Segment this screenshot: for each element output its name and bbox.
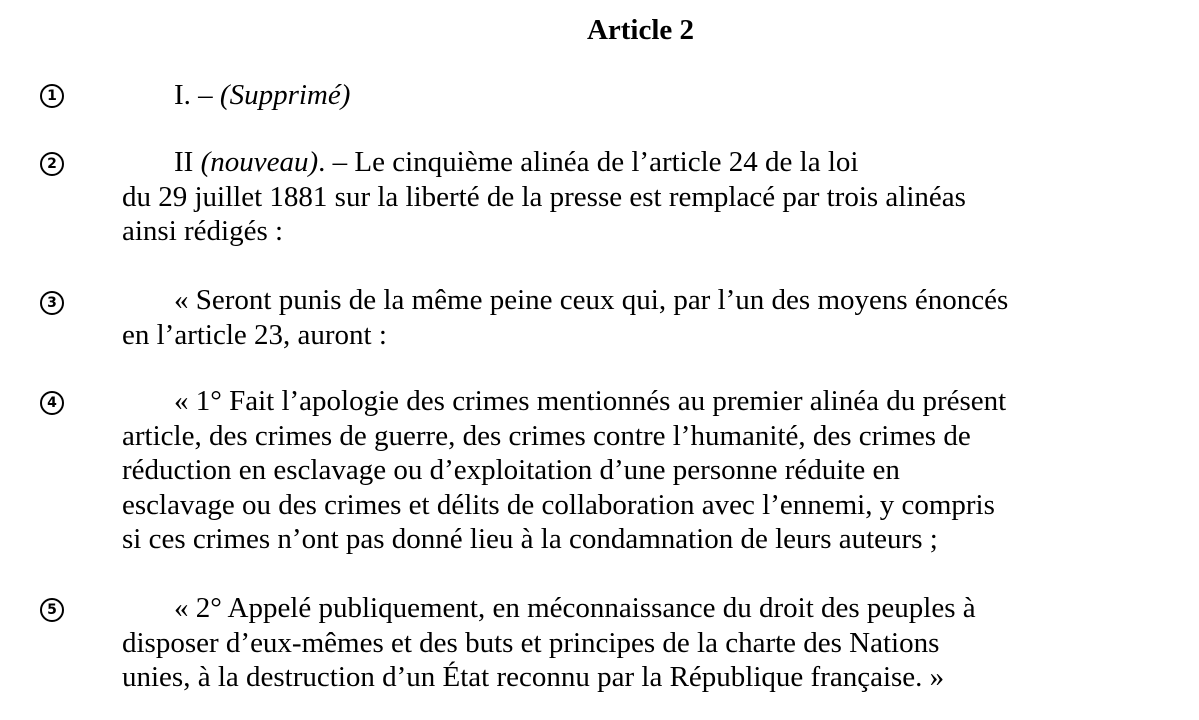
paragraph-1: [122, 78, 1162, 113]
paragraph-number-3: 3: [40, 291, 64, 315]
paragraph-number-4: 4: [40, 391, 64, 415]
paragraph-4: [122, 384, 1162, 557]
paragraph-4-line-4: esclavage ou des crimes et délits de collaboration avec l’ennemi, y compris: [122, 488, 995, 521]
paragraph-5-line-1: « 2° Appelé publiquement, en méconnaissance du droit des peuples à: [174, 592, 976, 624]
paragraph-4-line-3: réduction en esclavage ou d’exploitation d’une personne réduite en: [122, 454, 900, 486]
paragraph-3-line-1: « Seront punis de la même peine ceux qui, par l’un des moyens énoncés: [174, 284, 1009, 316]
new-label: (nouveau): [200, 146, 319, 178]
suppressed-label: (Supprimé): [219, 79, 351, 111]
paragraph-1-line-1: I. – (Supprimé): [174, 79, 351, 111]
article-title: Article 2: [586, 14, 695, 46]
paragraph-3: [122, 283, 1162, 352]
paragraph-2: [122, 145, 1162, 249]
paragraph-2-line-2: du 29 juillet 1881 sur la liberté de la presse est remplacé par trois alinéas: [122, 180, 966, 213]
paragraph-4-line-2: article, des crimes de guerre, des crimes contre l’humanité, des crimes de: [122, 419, 971, 452]
paragraph-2-line-1: II (nouveau). – Le cinquième alinéa de l’article 24 de la loi: [174, 146, 859, 178]
paragraph-5: [122, 591, 1162, 695]
paragraph-number-1: 1: [40, 84, 64, 108]
paragraph-5-line-3: unies, à la destruction d’un État reconnu par la République française. »: [122, 661, 945, 693]
paragraph-number-2: 2: [40, 152, 64, 176]
paragraph-4-line-1: « 1° Fait l’apologie des crimes mentionnés au premier alinéa du présent: [174, 385, 1007, 417]
paragraph-number-5: 5: [40, 598, 64, 622]
paragraph-2-line-3: ainsi rédigés :: [122, 215, 284, 247]
paragraph-3-line-2: en l’article 23, auront :: [122, 318, 387, 351]
paragraph-4-line-5: si ces crimes n’ont pas donné lieu à la condamnation de leurs auteurs ;: [122, 523, 938, 555]
paragraph-5-line-2: disposer d’eux-mêmes et des buts et principes de la charte des Nations: [122, 626, 940, 659]
